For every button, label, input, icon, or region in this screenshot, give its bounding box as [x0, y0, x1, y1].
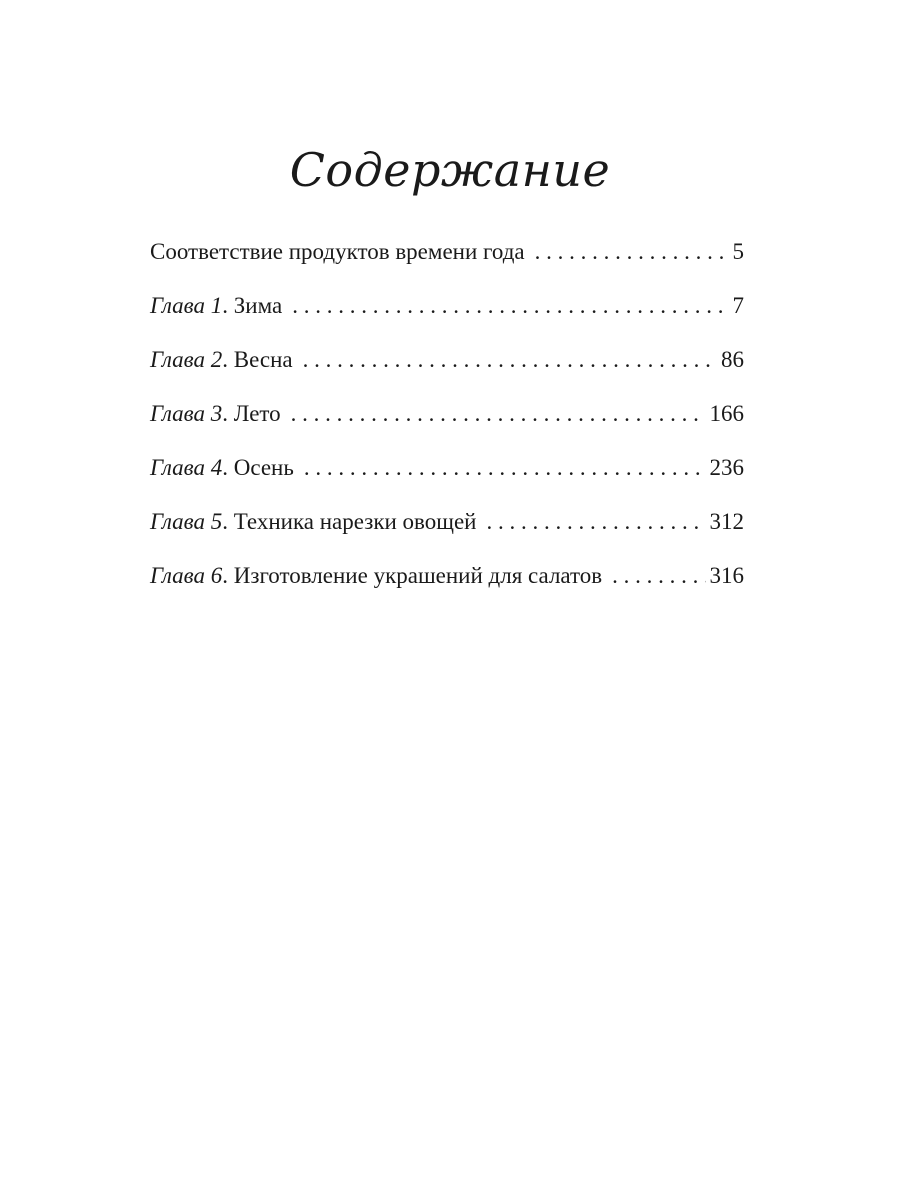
toc-chapter-number: Глава 2	[150, 347, 223, 372]
toc-separator: .	[222, 563, 234, 588]
toc-page-number: 166	[709, 401, 744, 426]
toc-dot-leader	[487, 502, 706, 542]
toc-entry	[150, 556, 744, 610]
toc-entry	[150, 340, 744, 394]
toc-separator: .	[222, 347, 234, 372]
toc-separator: .	[222, 401, 234, 426]
toc-chapter-number: Глава 4	[150, 455, 223, 480]
toc-entry-label	[150, 448, 294, 488]
toc-page-number: 312	[709, 509, 744, 534]
toc-entry-name: Лето	[233, 401, 281, 426]
toc-entry-label	[150, 502, 477, 542]
toc-entry	[150, 502, 744, 556]
toc-entry	[150, 394, 744, 448]
toc-chapter-number: Глава 6	[150, 563, 223, 588]
toc-entry-label	[150, 232, 525, 272]
toc-entry-name: Весна	[233, 347, 293, 372]
toc-dot-leader	[292, 286, 728, 326]
toc-page-number: 236	[709, 455, 744, 480]
toc-entry-name: Осень	[233, 455, 294, 480]
toc-page-number: 7	[732, 293, 744, 318]
toc-chapter-number: Глава 3	[150, 401, 223, 426]
toc-entry-label	[150, 556, 602, 596]
toc-title: Содержание	[289, 143, 611, 197]
toc-dot-leader	[304, 448, 706, 488]
toc-dot-leader	[291, 394, 706, 434]
toc-separator: .	[222, 509, 234, 534]
toc-entry-label	[150, 286, 282, 326]
toc-list	[150, 232, 744, 610]
toc-entry-name: Изготовление украшений для салатов	[233, 563, 603, 588]
toc-entry-name: Зима	[233, 293, 283, 318]
toc-page-number: 316	[709, 563, 744, 588]
toc-page-number: 86	[721, 347, 744, 372]
toc-separator: .	[222, 455, 234, 480]
toc-chapter-number: Глава 1	[150, 293, 223, 318]
toc-dot-leader	[535, 232, 729, 272]
toc-entry-label	[150, 340, 293, 380]
toc-entry	[150, 286, 744, 340]
toc-page-number: 5	[732, 239, 744, 264]
toc-entry	[150, 232, 744, 286]
toc-dot-leader	[303, 340, 717, 380]
toc-entry-name: Техника нарезки овощей	[233, 509, 477, 534]
toc-dot-leader	[612, 556, 705, 596]
toc-chapter-number: Глава 5	[150, 509, 223, 534]
toc-entry-name: Соответствие продуктов времени года	[150, 239, 525, 264]
toc-entry-label	[150, 394, 281, 434]
toc-entry	[150, 448, 744, 502]
toc-separator: .	[222, 293, 234, 318]
